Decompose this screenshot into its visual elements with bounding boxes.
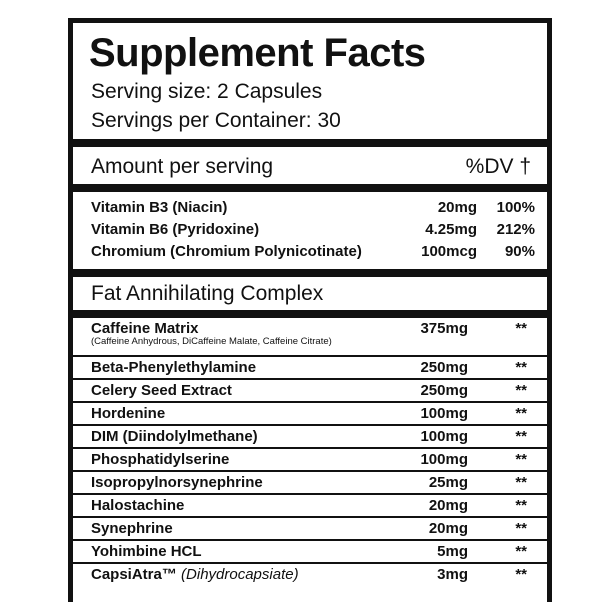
serving-size: Serving size: 2 Capsules xyxy=(91,80,323,103)
vitamin-row xyxy=(91,219,535,241)
ingredient-name: Celery Seed Extract xyxy=(91,382,232,399)
vitamin-amount: 20mg xyxy=(437,199,477,216)
row-divider xyxy=(73,447,547,449)
vitamin-amount: 4.25mg xyxy=(425,221,477,238)
ingredient-amount: 100mg xyxy=(420,405,468,422)
ingredient-name-suffix: (Dihydrocapsiate) xyxy=(181,566,299,583)
dv-header: %DV † xyxy=(465,155,531,178)
row-divider xyxy=(73,355,547,357)
ingredient-amount: 250mg xyxy=(420,359,468,376)
row-divider xyxy=(73,562,547,564)
panel-title: Supplement Facts xyxy=(89,31,426,75)
ingredient-name: Yohimbine HCL xyxy=(91,543,202,560)
row-divider xyxy=(73,493,547,495)
ingredient-amount: 3mg xyxy=(437,566,468,583)
row-divider xyxy=(73,378,547,380)
ingredient-dv: ** xyxy=(515,566,527,583)
divider-thick xyxy=(73,310,547,318)
ingredient-dv: ** xyxy=(515,543,527,560)
ingredient-dv: ** xyxy=(515,382,527,399)
ingredient-amount: 100mg xyxy=(420,451,468,468)
ingredient-amount: 25mg xyxy=(428,474,468,491)
complex-title: Fat Annihilating Complex xyxy=(91,282,324,305)
ingredient-amount: 20mg xyxy=(428,520,468,537)
ingredient-dv: ** xyxy=(515,497,527,514)
ingredient-dv: ** xyxy=(515,474,527,491)
ingredient-name: Beta-Phenylethylamine xyxy=(91,359,257,376)
row-divider xyxy=(73,401,547,403)
ingredient-dv: ** xyxy=(515,359,527,376)
vitamin-amount: 100mcg xyxy=(421,243,477,260)
ingredient-amount: 20mg xyxy=(428,497,468,514)
ingredient-name xyxy=(91,565,299,585)
row-divider xyxy=(73,516,547,518)
ingredient-name: Halostachine xyxy=(91,497,185,514)
ingredient-amount: 5mg xyxy=(437,543,468,560)
ingredient-dv: ** xyxy=(515,320,527,337)
divider-thick xyxy=(73,139,547,147)
ingredient-amount: 100mg xyxy=(420,428,468,445)
amount-per-serving-label: Amount per serving xyxy=(91,155,274,178)
ingredient-amount: 250mg xyxy=(420,382,468,399)
ingredient-name: Phosphatidylserine xyxy=(91,451,230,468)
row-divider xyxy=(73,424,547,426)
ingredient-name: Caffeine Matrix xyxy=(91,320,199,337)
vitamin-name: Chromium (Chromium Polynicotinate) xyxy=(91,243,362,260)
ingredient-detail: (Caffeine Anhydrous, DiCaffeine Malate, Caffeine Citrate) xyxy=(91,336,332,347)
vitamin-dv: 100% xyxy=(496,199,535,216)
row-divider xyxy=(73,470,547,472)
vitamin-dv: 90% xyxy=(504,243,535,260)
ingredient-dv: ** xyxy=(515,405,527,422)
ingredient-dv: ** xyxy=(515,451,527,468)
ingredient-name-main: CapsiAtra™ xyxy=(91,566,177,583)
vitamin-dv: 212% xyxy=(496,221,535,238)
ingredient-amount: 375mg xyxy=(420,320,468,337)
ingredient-dv: ** xyxy=(515,428,527,445)
servings-per-container: Servings per Container: 30 xyxy=(91,109,341,132)
ingredient-row xyxy=(91,319,535,359)
ingredient-dv: ** xyxy=(515,520,527,537)
ingredient-name: DIM (Diindolylmethane) xyxy=(91,428,258,445)
vitamin-row xyxy=(91,241,535,263)
ingredient-name: Synephrine xyxy=(91,520,173,537)
vitamin-name: Vitamin B3 (Niacin) xyxy=(91,199,228,216)
row-divider xyxy=(73,539,547,541)
divider-thick xyxy=(73,269,547,277)
ingredient-name: Isopropylnorsynephrine xyxy=(91,474,263,491)
ingredient-name: Hordenine xyxy=(91,405,166,422)
divider-thick xyxy=(73,184,547,192)
vitamin-name: Vitamin B6 (Pyridoxine) xyxy=(91,221,260,238)
vitamin-row xyxy=(91,197,535,219)
supplement-facts-panel xyxy=(68,18,552,602)
